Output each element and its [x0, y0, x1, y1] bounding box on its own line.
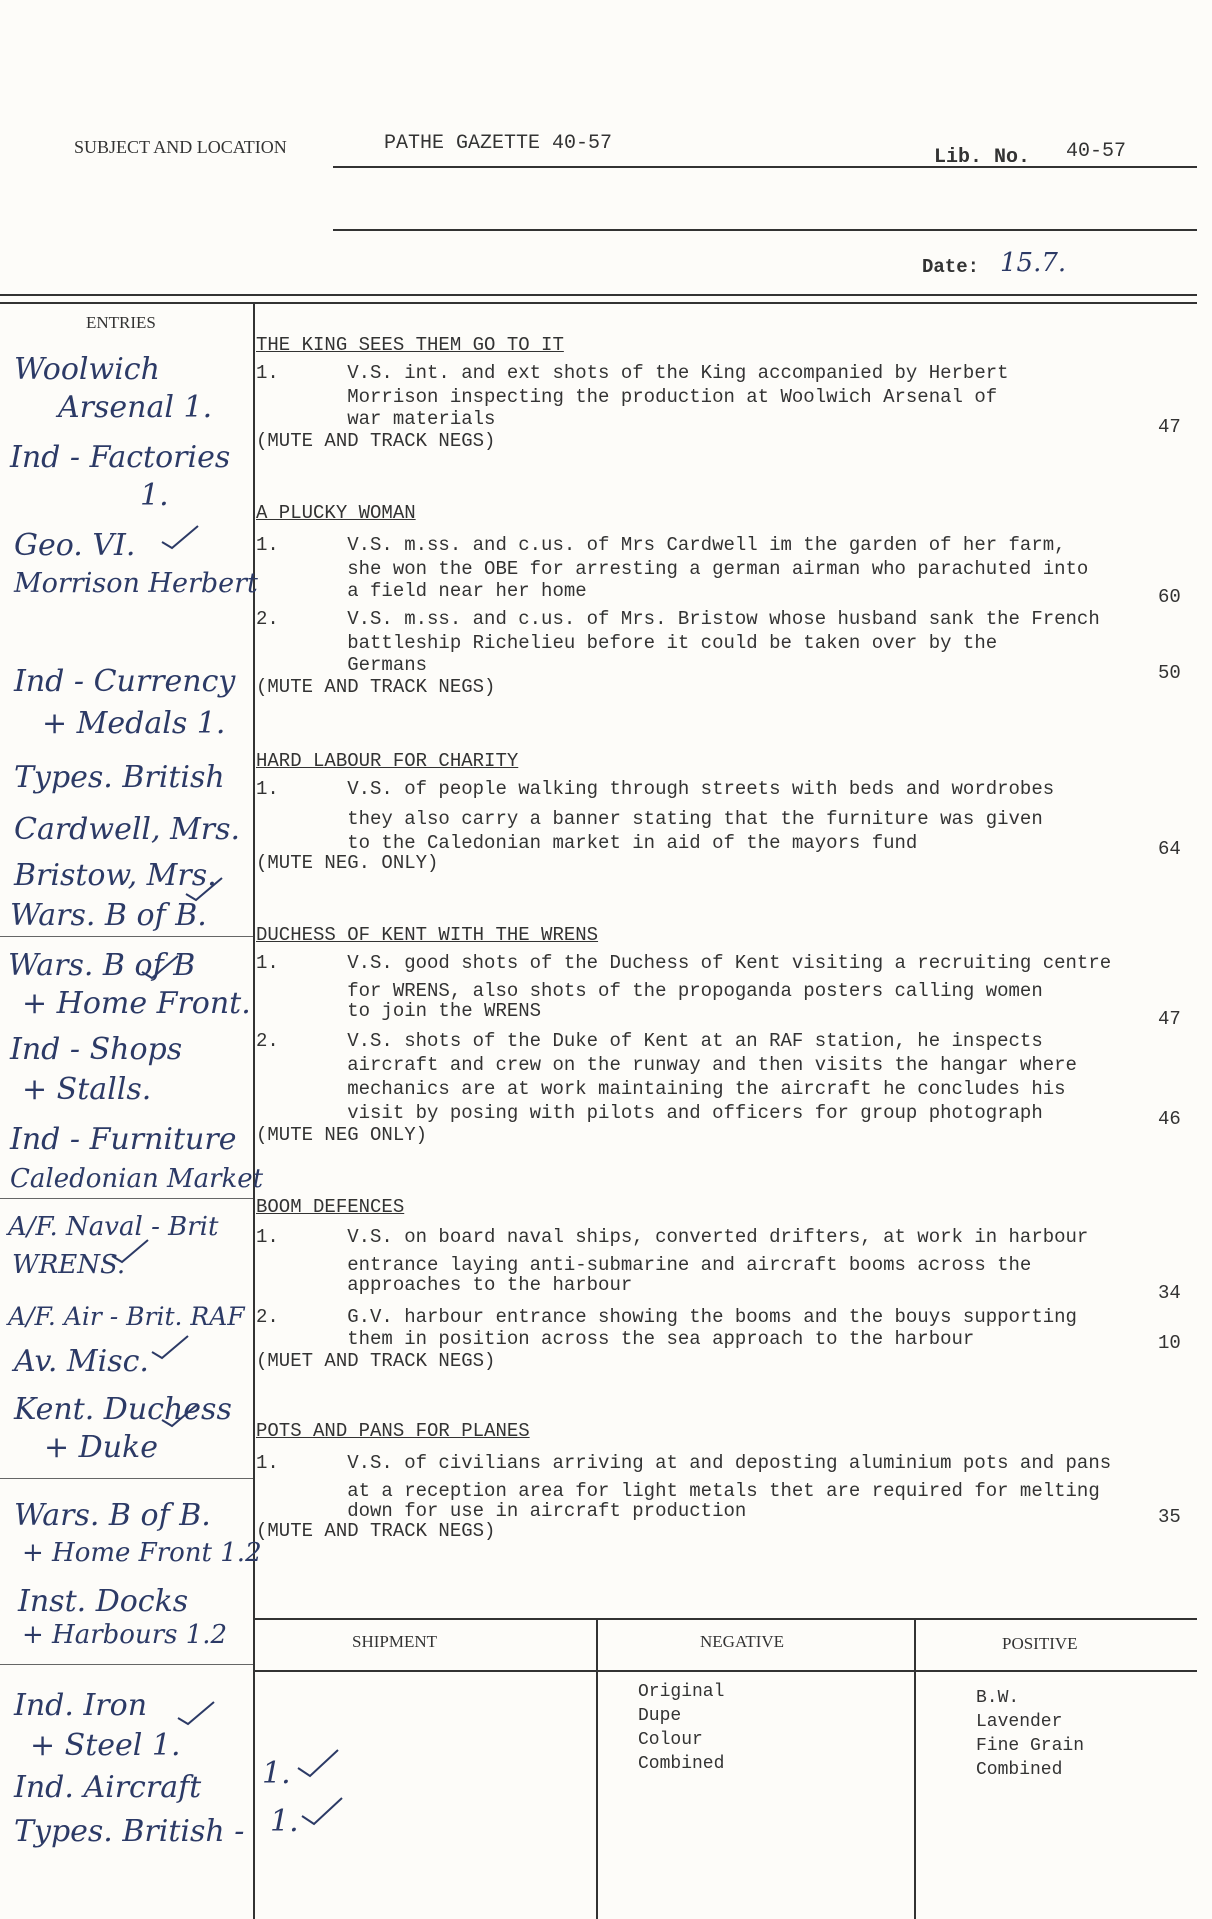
- entry-af-air: A/F. Air - Brit. RAF: [8, 1302, 245, 1331]
- entry-home-front: + Home Front.: [22, 986, 251, 1021]
- entries-rule-1: [0, 936, 253, 937]
- shipment-mark: 1.: [270, 1804, 299, 1839]
- story-line: at a reception area for light metals thet are required for melting: [256, 1480, 1100, 1502]
- document-title: PATHE GAZETTE 40-57: [384, 132, 613, 155]
- story-title-plucky: A PLUCKY WOMAN: [256, 502, 416, 524]
- entries-column-divider: [253, 302, 255, 1919]
- story-line: Germans: [256, 654, 428, 676]
- entry-wars-bofb-1: Wars. B of B.: [10, 898, 207, 933]
- check-mark-icon: [184, 874, 224, 904]
- story-line: visit by posing with pilots and officers for group photograph: [256, 1102, 1043, 1124]
- footage-count: 10: [1158, 1332, 1181, 1354]
- header-rule-2: [333, 229, 1197, 231]
- entry-ind-furniture: Ind - Furniture: [10, 1122, 237, 1157]
- story-title-boom: BOOM DEFENCES: [256, 1196, 405, 1218]
- check-mark-icon: [140, 952, 180, 982]
- footage-count: 35: [1158, 1506, 1181, 1528]
- entry-inst-docks: Inst. Docks: [18, 1584, 189, 1619]
- bottom-table-top-rule: [253, 1618, 1197, 1620]
- entry-ind-factories: Ind - Factories: [10, 440, 231, 475]
- entry-af-naval: A/F. Naval - Brit: [8, 1212, 219, 1242]
- shipment-mark: 1.: [262, 1756, 291, 1791]
- negative-header: NEGATIVE: [700, 1632, 785, 1651]
- entry-wars-bofb-2: Wars. B of B: [8, 948, 196, 983]
- footage-count: 47: [1158, 416, 1181, 438]
- entry-types-british: Types. British: [14, 760, 225, 795]
- check-mark-icon: [296, 1746, 340, 1780]
- story-line: (MUTE AND TRACK NEGS): [256, 1520, 496, 1542]
- story-line: aircraft and crew on the runway and then visits the hangar where: [256, 1054, 1077, 1076]
- bottom-table-header-rule: [253, 1670, 1197, 1672]
- entry-cardwell: Cardwell, Mrs.: [14, 812, 241, 847]
- entries-label: ENTRIES: [86, 313, 156, 332]
- check-mark-icon: [160, 522, 200, 552]
- entry-wrens: WRENS.: [12, 1250, 126, 1280]
- footage-count: 64: [1158, 838, 1181, 860]
- entry-kent-duchess: Kent. Duchess: [14, 1392, 232, 1427]
- story-line: (MUTE NEG. ONLY): [256, 852, 439, 874]
- entries-rule-3: [0, 1478, 253, 1479]
- entry-home-front-12: + Home Front 1.2: [22, 1538, 262, 1568]
- entry-harbours: + Harbours 1.2: [22, 1620, 228, 1650]
- positive-header: POSITIVE: [1002, 1634, 1078, 1653]
- story-title-king: THE KING SEES THEM GO TO IT: [256, 334, 564, 356]
- check-mark-icon: [160, 1400, 200, 1430]
- header-double-rule-bottom: [0, 302, 1197, 304]
- story-line: a field near her home: [256, 580, 587, 602]
- entry-duke: + Duke: [44, 1430, 158, 1465]
- story-line: (MUTE NEG ONLY): [256, 1124, 428, 1146]
- story-title-pots: POTS AND PANS FOR PLANES: [256, 1420, 530, 1442]
- story-line: 2. G.V. harbour entrance showing the booms and the bouys supporting: [256, 1306, 1077, 1328]
- date-value: 15.7.: [1000, 248, 1067, 278]
- entry-caledonian: Caledonian Market: [10, 1164, 264, 1194]
- shipment-header: SHIPMENT: [352, 1632, 438, 1651]
- entry-bristow: Bristow, Mrs.: [14, 858, 217, 893]
- story-line: Morrison inspecting the production at Woolwich Arsenal of: [256, 386, 998, 408]
- story-line: 2. V.S. shots of the Duke of Kent at an RAF station, he inspects: [256, 1030, 1043, 1052]
- entry-factories-num: 1.: [140, 478, 169, 513]
- story-line: 1. V.S. of civilians arriving at and deposting aluminium pots and pans: [256, 1452, 1112, 1474]
- entries-rule-4: [0, 1664, 253, 1665]
- story-title-duchess: DUCHESS OF KENT WITH THE WRENS: [256, 924, 599, 946]
- negative-item: Colour: [638, 1730, 703, 1750]
- positive-item: Combined: [976, 1760, 1063, 1780]
- date-label: Date:: [922, 256, 980, 278]
- check-mark-icon: [110, 1236, 150, 1266]
- entry-steel: + Steel 1.: [30, 1728, 181, 1763]
- story-line: battleship Richelieu before it could be taken over by the: [256, 632, 998, 654]
- entry-ind-aircraft: Ind. Aircraft: [14, 1770, 202, 1805]
- story-line: (MUTE AND TRACK NEGS): [256, 430, 496, 452]
- subject-label: SUBJECT AND LOCATION: [74, 137, 287, 157]
- header-double-rule-top: [0, 294, 1197, 296]
- negative-item: Original: [638, 1682, 725, 1702]
- story-line: war materials: [256, 408, 496, 430]
- positive-item: Lavender: [976, 1712, 1063, 1732]
- story-line: 1. V.S. m.ss. and c.us. of Mrs Cardwell im the garden of her farm,: [256, 534, 1066, 556]
- story-line: down for use in aircraft production: [256, 1500, 747, 1522]
- entry-woolwich: Woolwich: [14, 352, 160, 387]
- footage-count: 34: [1158, 1282, 1181, 1304]
- entry-ind-shops: Ind - Shops: [10, 1032, 183, 1067]
- story-line: them in position across the sea approach to the harbour: [256, 1328, 975, 1350]
- footage-count: 50: [1158, 662, 1181, 684]
- story-line: 1. V.S. of people walking through streets with beds and wordrobes: [256, 778, 1055, 800]
- positive-item: Fine Grain: [976, 1736, 1085, 1756]
- story-title-hard-labour: HARD LABOUR FOR CHARITY: [256, 750, 519, 772]
- entry-morrison: Morrison Herbert: [14, 568, 258, 599]
- check-mark-icon: [150, 1332, 190, 1362]
- footage-count: 60: [1158, 586, 1181, 608]
- story-line: 2. V.S. m.ss. and c.us. of Mrs. Bristow whose husband sank the French: [256, 608, 1100, 630]
- entry-arsenal: Arsenal 1.: [58, 390, 213, 425]
- check-mark-icon: [300, 1794, 344, 1828]
- entry-ind-currency: Ind - Currency: [14, 664, 236, 699]
- bottom-table-divider-2: [914, 1620, 916, 1919]
- entries-rule-2: [0, 1198, 253, 1199]
- entry-stalls: + Stalls.: [22, 1072, 152, 1107]
- negative-item: Dupe: [638, 1706, 682, 1726]
- story-line: she won the OBE for arresting a german airman who parachuted into: [256, 558, 1089, 580]
- story-line: mechanics are at work maintaining the aircraft he concludes his: [256, 1078, 1066, 1100]
- story-line: for WRENS, also shots of the propoganda posters calling women: [256, 980, 1043, 1002]
- positive-item: B.W.: [976, 1688, 1020, 1708]
- bottom-table-divider-1: [596, 1620, 598, 1919]
- lib-number-value: 40-57: [1066, 140, 1127, 163]
- story-line: (MUET AND TRACK NEGS): [256, 1350, 496, 1372]
- title-underline: [333, 166, 1197, 168]
- story-line: approaches to the harbour: [256, 1274, 633, 1296]
- negative-item: Combined: [638, 1754, 725, 1774]
- story-line: 1. V.S. on board naval ships, converted drifters, at work in harbour: [256, 1226, 1089, 1248]
- entry-geo-vi: Geo. VI.: [14, 528, 136, 563]
- story-line: (MUTE AND TRACK NEGS): [256, 676, 496, 698]
- footage-count: 46: [1158, 1108, 1181, 1130]
- entry-wars-bofb-3: Wars. B of B.: [14, 1498, 211, 1533]
- entry-types-british-2: Types. British -: [14, 1814, 245, 1849]
- story-line: they also carry a banner stating that the furniture was given: [256, 808, 1043, 830]
- story-line: 1. V.S. int. and ext shots of the King accompanied by Herbert: [256, 362, 1009, 384]
- story-line: to the Caledonian market in aid of the mayors fund: [256, 832, 918, 854]
- lib-number-label: Lib. No.: [934, 146, 1031, 169]
- story-line: 1. V.S. good shots of the Duchess of Kent visiting a recruiting centre: [256, 952, 1112, 974]
- footage-count: 47: [1158, 1008, 1181, 1030]
- entry-medals: + Medals 1.: [42, 706, 226, 741]
- entry-ind-iron: Ind. Iron: [14, 1688, 148, 1723]
- story-line: entrance laying anti-submarine and aircraft booms across the: [256, 1254, 1032, 1276]
- story-line: to join the WRENS: [256, 1000, 542, 1022]
- entry-av-misc: Av. Misc.: [14, 1344, 149, 1379]
- check-mark-icon: [176, 1698, 216, 1728]
